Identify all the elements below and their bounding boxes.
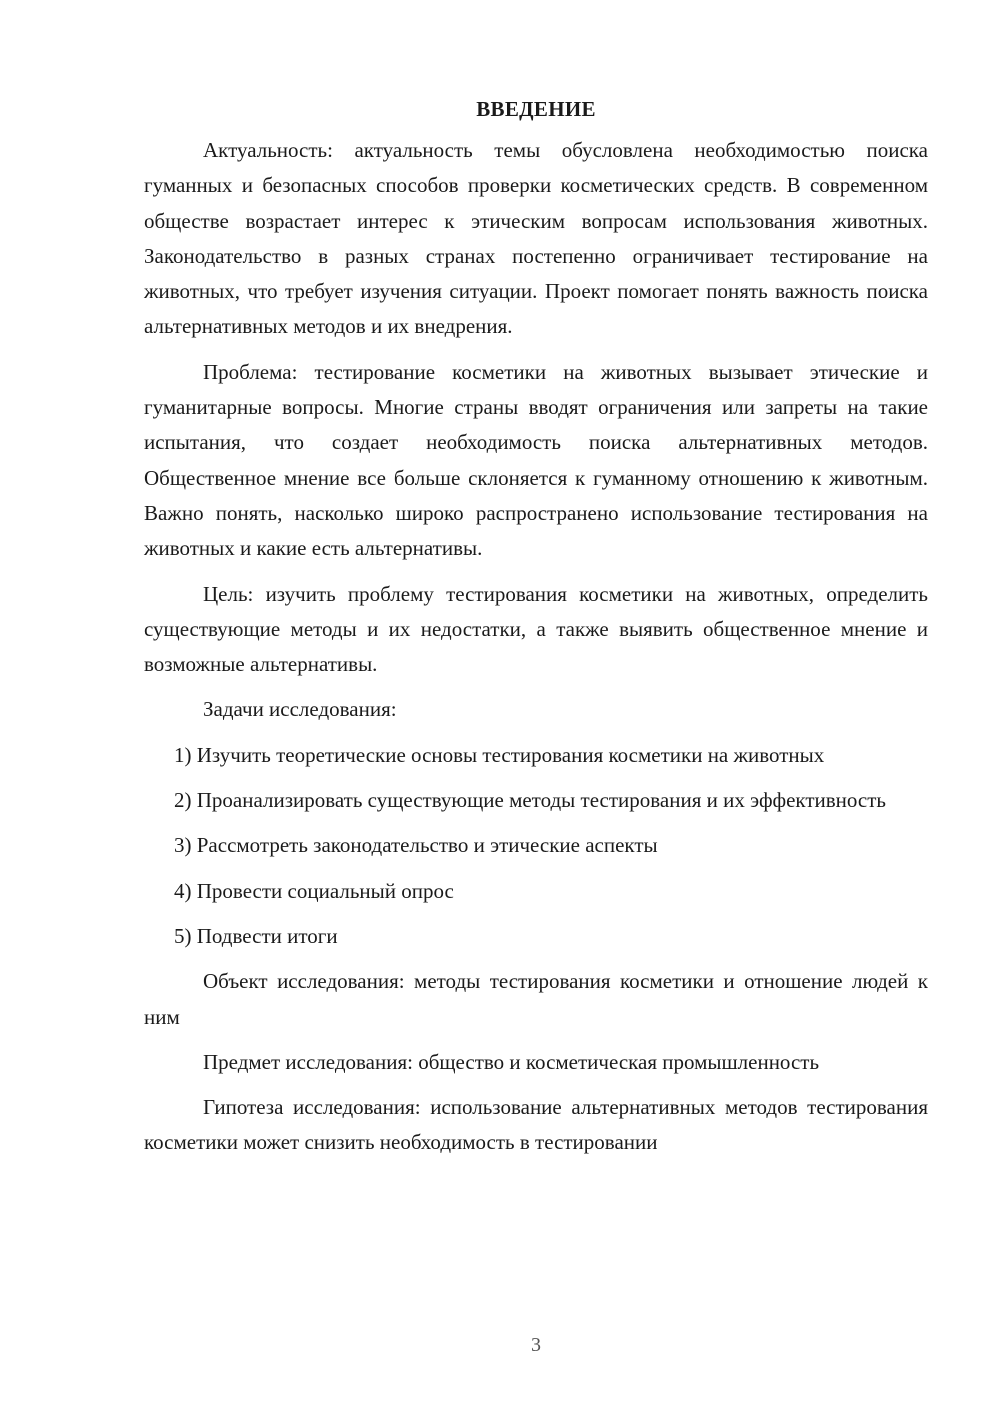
document-body [144,92,928,1161]
task-item-4: 4) Провести социальный опрос [174,878,454,903]
tasks-title: Задачи исследования: [203,697,397,722]
paragraph-relevance: Актуальность: актуальность темы обусловлена необходимостью поиска гуманных и безопасных способов проверки косметических средств. В современном обществе возрастает интерес к этическим вопросам использования животных. Законодательство в разных странах постепенно ограничивает тестирование на животных, что требует изучения ситуации. Проект помогает понять важность поиска альтернативных методов и их внедрения. [144,138,928,339]
paragraph-object: Объект исследования: методы тестирования косметики и отношение людей к ним [144,969,928,1029]
paragraph-hypothesis: Гипотеза исследования: использование альтернативных методов тестирования косметики может снизить необходимость в тестировании [144,1095,928,1155]
paragraph-goal: Цель: изучить проблему тестирования косметики на животных, определить существующие методы и их недостатки, а также выявить общественное мнение и возможные альтернативы. [144,581,928,677]
task-item-2: 2) Проанализировать существующие методы тестирования и их эффективность [174,788,886,813]
task-item-5: 5) Подвести итоги [174,923,338,948]
paragraph-subject: Предмет исследования: общество и косметическая промышленность [203,1049,820,1074]
task-item-3: 3) Рассмотреть законодательство и этические аспекты [174,833,658,858]
section-heading: ВВЕДЕНИЕ [476,97,596,121]
task-item-1: 1) Изучить теоретические основы тестирования косметики на животных [174,742,825,767]
page-number: 3 [531,1334,541,1356]
paragraph-problem: Проблема: тестирование косметики на животных вызывает этические и гуманитарные вопросы. Многие страны вводят ограничения или запреты на такие испытания, что создает необходимость поиска альтернативных методов. Общественное мнение все больше склоняется к гуманному отношению к животным. Важно понять, насколько широко распространено использование тестирования на животных и какие есть альтернативы. [144,359,928,561]
